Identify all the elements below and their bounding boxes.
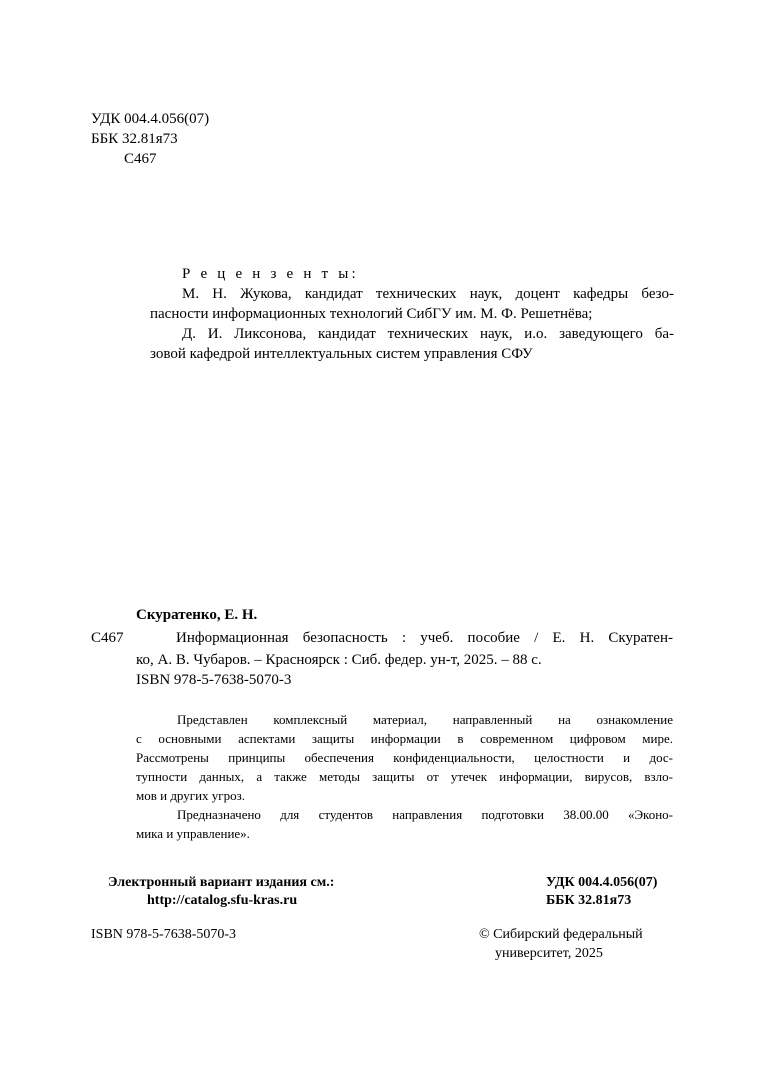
header-udk: УДК 004.4.056(07)	[91, 111, 210, 127]
record-isbn: ISBN 978-5-7638-5070-3	[136, 672, 292, 688]
abstract-line-6: Предназначено для студентов направления подготовки 38.00.00 «Эконо-	[177, 807, 673, 822]
electronic-version-label: Электронный вариант издания см.:	[108, 875, 335, 890]
reviewer-line-2: пасности информационных технологий СибГУ им. М. Ф. Решетнёва;	[150, 306, 593, 322]
abstract-line-3: Рассмотрены принципы обеспечения конфиденциальности, целостности и дос-	[136, 750, 673, 765]
record-code: С467	[91, 630, 124, 646]
reviewer-line-1: М. Н. Жукова, кандидат технических наук, доцент кафедры безо-	[182, 286, 674, 302]
copyright-line-1: © Сибирский федеральный	[479, 927, 643, 942]
reviewer-line-4: зовой кафедрой интеллектуальных систем управления СФУ	[150, 346, 533, 362]
abstract-line-4: тупности данных, а также методы защиты от утечек информации, вирусов, взло-	[136, 769, 673, 784]
record-title-line-1: Информационная безопасность : учеб. пособие / Е. Н. Скуратен-	[176, 630, 673, 646]
abstract-line-5: мов и других угроз.	[136, 788, 246, 803]
footer-bbk: ББК 32.81я73	[546, 893, 632, 908]
footer-isbn: ISBN 978-5-7638-5070-3	[91, 927, 237, 942]
abstract-line-7: мика и управление».	[136, 826, 250, 841]
abstract-line-2: с основными аспектами защиты информации в современном цифровом мире.	[136, 731, 673, 746]
reviewers-heading: Р е ц е н з е н т ы:	[182, 266, 359, 282]
header-author-code: С467	[124, 151, 157, 167]
abstract-line-1: Представлен комплексный материал, направленный на ознакомление	[177, 712, 673, 727]
footer-udk: УДК 004.4.056(07)	[546, 875, 658, 890]
copyright-line-2: университет, 2025	[495, 946, 603, 961]
reviewer-line-3: Д. И. Ликсонова, кандидат технических наук, и.о. заведующего ба-	[182, 326, 674, 342]
record-title-line-2: ко, А. В. Чубаров. – Красноярск : Сиб. федер. ун-т, 2025. – 88 с.	[136, 652, 542, 668]
header-bbk: ББК 32.81я73	[91, 131, 178, 147]
record-author: Скуратенко, Е. Н.	[136, 607, 258, 623]
electronic-version-url[interactable]: http://catalog.sfu-kras.ru	[147, 893, 298, 908]
